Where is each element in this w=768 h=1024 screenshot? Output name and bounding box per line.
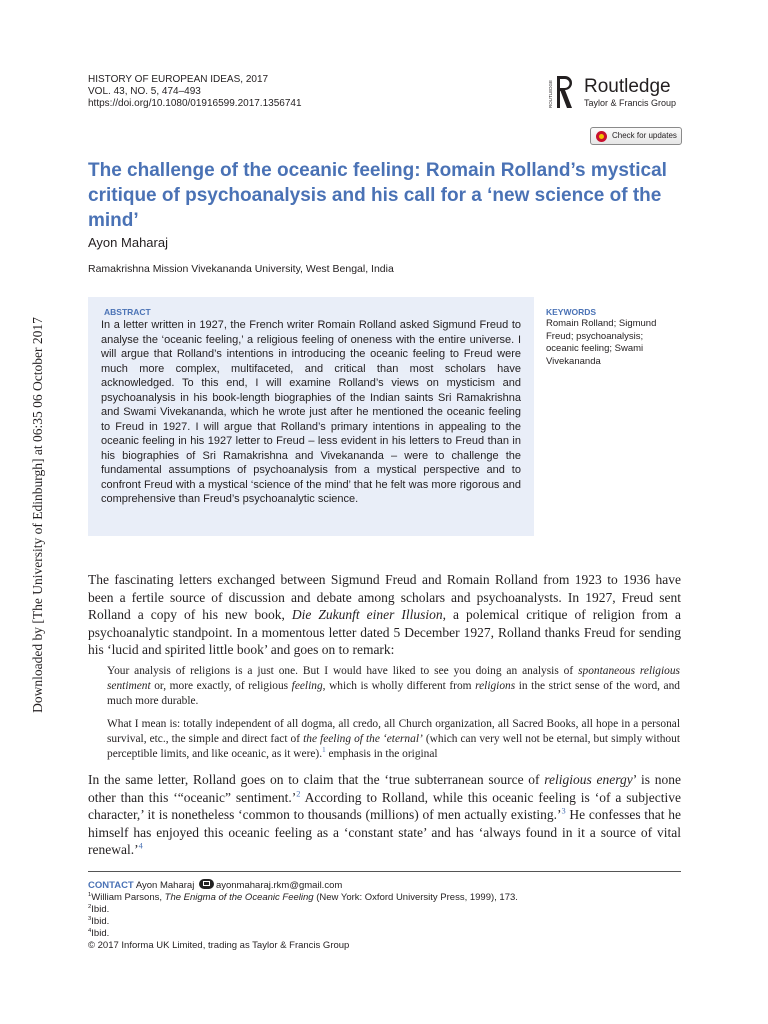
text-run: in the strict sense of the word, and much more durable. <box>107 680 681 707</box>
routledge-logo-text: ROUTLEDGE <box>548 79 553 108</box>
download-watermark-text: Downloaded by [The University of Edinburgh] at 06:35 06 October 2017 <box>30 317 45 713</box>
routledge-logo-icon <box>548 74 574 110</box>
block-quote-2 <box>107 717 680 762</box>
journal-volume: VOL. 43, NO. 5, 474–493 <box>88 86 201 97</box>
footnote-ref-2[interactable]: 2 <box>296 789 301 798</box>
footnote-number: 2 <box>88 903 92 910</box>
text-run: Ibid. <box>91 916 110 927</box>
check-for-updates-button[interactable] <box>590 127 682 145</box>
text-run: (which can very well not be eternal, but simply without perceptible limits, and like oceanic, as it were). <box>107 733 680 760</box>
download-watermark <box>16 305 45 725</box>
footnote-number: 4 <box>88 927 92 934</box>
contact-email[interactable]: ayonmaharaj.rkm@gmail.com <box>215 880 343 891</box>
check-updates-icon <box>596 131 607 142</box>
text-run: , a polemical critique of religion from a psychoanalytic standpoint. In a momentous letter dated 5 December 1927, Rolland thanks Freud for sending his ‘lucid and spirited little book’ and goes on to remark: <box>88 607 682 657</box>
journal-name: HISTORY OF EUROPEAN IDEAS, 2017 <box>88 74 269 85</box>
abstract-heading: ABSTRACT <box>104 307 151 317</box>
author-name: Ayon Maharaj <box>88 235 168 250</box>
email-icon <box>199 879 214 889</box>
text-run: Ibid. <box>91 928 110 939</box>
emphasis: religions <box>475 680 516 692</box>
keywords-text: Romain Rolland; Sigmund Freud; psychoanalysis; oceanic feeling; Swami Vivekananda <box>546 318 657 367</box>
publisher-logo[interactable] <box>548 74 698 114</box>
text-run: , which is wholly different from <box>322 680 476 692</box>
keywords-box <box>546 307 676 368</box>
contact-label: CONTACT <box>88 880 134 891</box>
text-run: William Parsons, <box>91 892 165 903</box>
footnote-3 <box>88 916 681 928</box>
book-title: The Enigma of the Oceanic Feeling <box>164 892 314 903</box>
text-run: (New York: Oxford University Press, 1999), 173. <box>313 892 518 903</box>
footnote-divider <box>88 871 681 872</box>
article-title: The challenge of the oceanic feeling: Romain Rolland’s mystical critique of psychoanalysis and his call for a ‘new science of the mind’ <box>88 160 667 231</box>
footnote-ref-3[interactable]: 3 <box>561 806 566 816</box>
contact-line <box>88 879 681 892</box>
publisher-name: Routledge <box>584 76 671 97</box>
abstract-text: In a letter written in 1927, the French writer Romain Rolland asked Sigmund Freud to analyse the ‘oceanic feeling,’ a religious feeling of oneness with the entire universe. I will argue that Rolland’s intentions in introducing the oceanic feeling to Freud were much more complex, multifaceted, and critical than most scholars have acknowledged. To this end, I will examine Rolland’s views on mysticism and psychoanalysis in his book-length biographies of the Indian saints Sri Ramakrishna and Swami Vivekananda, which he wrote just after he mentioned the oceanic feeling to Freud in 1927. I will argue that Rolland’s primary intentions in appealing to the oceanic feeling in his 1927 letter to Freud – less evident in his letters to Freud than in his biographies of Sri Ramakrishna and Vivekananda – were to challenge the fundamental assumptions of psychoanalysis from a mystical perspective and to confront Freud with a mystical ‘science of the mind’ that he felt was more rigorous and comprehensive than Freud’s psychoanalytic science. <box>101 319 521 505</box>
emphasis: religious energy <box>544 772 633 787</box>
emphasis: spontaneous religious sentiment <box>107 665 680 692</box>
footnote-number: 3 <box>88 915 92 922</box>
abstract-box <box>88 297 534 536</box>
copyright: © 2017 Informa UK Limited, trading as Taylor & Francis Group <box>88 940 350 951</box>
book-title: Die Zukunft einer Illusion <box>291 607 443 622</box>
footnote-ref-1[interactable]: 1 <box>322 746 326 755</box>
block-quote-1 <box>107 664 680 709</box>
text-run: What I mean is: totally independent of all dogma, all credo, all Church organization, all Sacred Books, all hope in a personal survival, etc., the simple and direct fact of <box>107 718 680 745</box>
author-affiliation: Ramakrishna Mission Vivekananda University, West Bengal, India <box>88 263 394 275</box>
footnote-1 <box>88 892 681 904</box>
text-run: The fascinating letters exchanged between Sigmund Freud and Romain Rolland from 1923 to 1936 have been a fertile source of discussion and debate among scholars and psychoanalysts. In 1927, Freud sent Rolland a copy of his new book, <box>88 572 681 622</box>
body-paragraph-2 <box>88 771 681 859</box>
footnote-2 <box>88 904 681 916</box>
footnote-ref-4[interactable]: 4 <box>138 841 143 851</box>
text-run: He confesses that he himself has enjoyed this oceanic feeling as a ‘constant state’ and has ‘always found in it a source of vital renewal.’ <box>88 807 681 857</box>
publisher-subtitle: Taylor & Francis Group <box>584 98 677 108</box>
journal-doi[interactable]: https://doi.org/10.1080/01916599.2017.1356741 <box>88 98 302 109</box>
journal-info <box>88 74 302 110</box>
check-updates-label: Check for updates <box>612 131 677 140</box>
footnotes <box>88 879 681 952</box>
body-paragraph-1 <box>88 571 681 659</box>
emphasis: feeling <box>291 680 323 692</box>
text-run: emphasis in the original <box>325 748 438 760</box>
text-run: Your analysis of religions is a just one. But I would have liked to see you doing an analysis of <box>107 665 579 677</box>
emphasis: the feeling of the ‘eternal’ <box>303 733 423 745</box>
contact-name: Ayon Maharaj <box>135 880 195 891</box>
text-run: ’ is none other than this ‘“oceanic” sentiment.’ <box>88 772 682 805</box>
text-run: In the same letter, Rolland goes on to claim that the ‘true subterranean source of <box>88 772 545 787</box>
footnote-4 <box>88 928 681 940</box>
keywords-heading: KEYWORDS <box>546 307 597 317</box>
text-run: Ibid. <box>91 904 110 915</box>
text-run: or, more exactly, of religious <box>150 680 292 692</box>
text-run: According to Rolland, while this oceanic feeling is ‘of a subjective character,’ it is nonetheless ‘common to thousands (millions) of men actually existing.’ <box>88 789 682 822</box>
footnote-number: 1 <box>88 891 92 898</box>
